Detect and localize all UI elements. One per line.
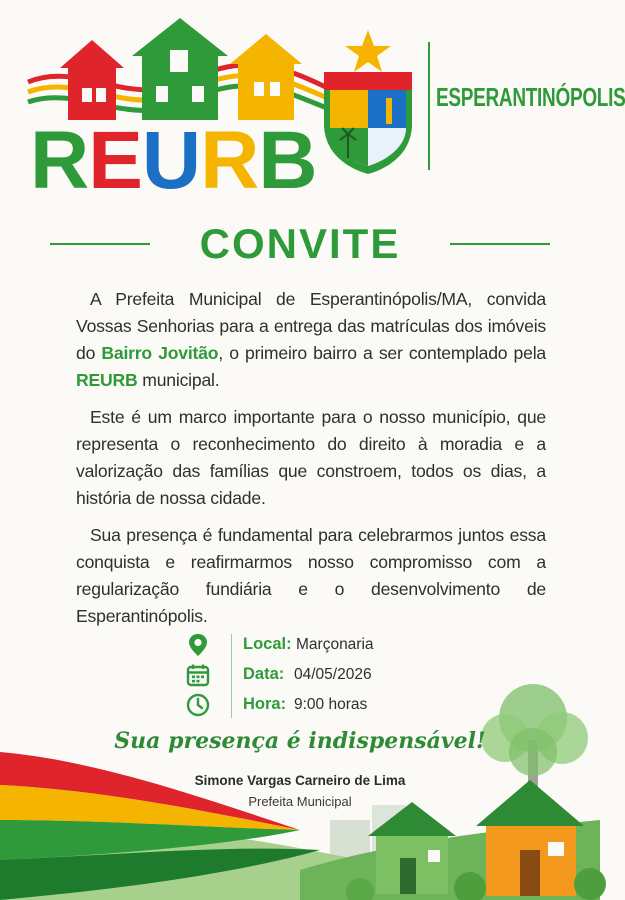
city-name: ESPERANTINÓPOLIS — [436, 84, 625, 113]
invite-title: CONVITE — [199, 220, 401, 267]
tagline: Sua presença é indispensável! — [114, 728, 486, 754]
hora-value: 9:00 horas — [294, 696, 368, 713]
city-crest-icon — [318, 28, 418, 178]
local-label: Local: — [243, 635, 292, 653]
local-value: Marçonaria — [296, 636, 374, 653]
paragraph-3: Sua presença é fundamental para celebrarmos juntos essa conquista e reafirmarmos nosso compromisso com a regularização fundiária e o desenvolvimento de Esperantinópolis. — [76, 525, 546, 626]
invitation-body — [76, 286, 546, 640]
p1-text-c: municipal. — [137, 370, 220, 390]
p1-text-b: , o primeiro bairro a ser contemplado pela — [218, 343, 547, 363]
reurb-highlight: REURB — [76, 370, 138, 390]
hora-label: Hora: — [243, 695, 287, 713]
paragraph-2: Este é um marco importante para o nosso município, que representa o reconhecimento do direito à moradia e a valorização das famílias que constroem, todos os dias, a história de nossa cidade. — [76, 407, 546, 508]
paragraph-1 — [76, 286, 546, 394]
data-value: 04/05/2026 — [294, 666, 372, 683]
title-row — [50, 222, 550, 266]
data-label: Data: — [243, 665, 285, 683]
logo-letter-r2: R — [200, 115, 259, 206]
bairro-name: Bairro Jovitão — [101, 343, 219, 363]
p1-text-a: A Prefeita Municipal de Esperantinópolis/MA, convida Vossas Senhorias para a entrega das matrículas dos imóveis do — [76, 289, 546, 363]
info-row-local — [183, 632, 374, 658]
logo-letter-r: R — [30, 115, 89, 206]
location-pin-icon — [183, 632, 213, 658]
signer-title: Prefeita Municipal — [248, 794, 352, 809]
title-line-right — [450, 243, 550, 245]
title-line-left — [50, 243, 150, 245]
signer-name: Simone Vargas Carneiro de Lima — [194, 773, 406, 788]
logo-letter-u: U — [141, 115, 201, 206]
reurb-logo-text — [30, 115, 317, 206]
logo-letter-b: B — [258, 115, 317, 206]
header-divider — [428, 42, 430, 170]
logo-letter-e: E — [88, 115, 142, 206]
